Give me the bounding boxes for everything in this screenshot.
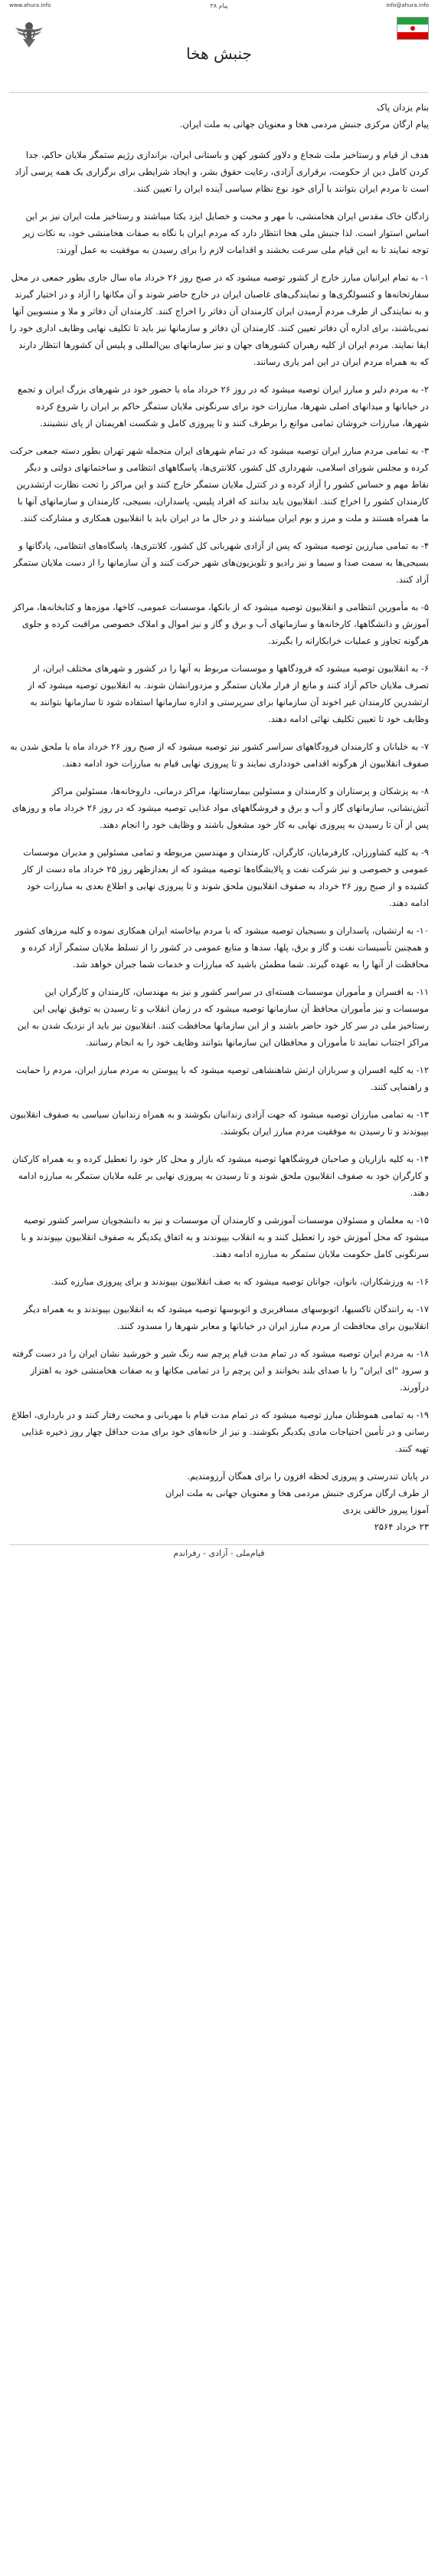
item-3: ۳- به تمامی مردم مبارز ایران توصیه میشود که در تمام شهرهای ایران منجمله شهر تهران بطور دسته جمعی حرکت کرده و مجلس شورای اسلامی، شهرداری کل کشور، کلانتری‌ها، پاسگاههای انتظامی و ساختمانهای دولتی و دیگر نقاط مهم و حساس کشور را آزاد کرده و در کنترل ملایان ستمگر خارج کنند و این مراکز را تحت نظارت ارتشدرین کارمندان کشور را اخراج کنند. انقلابیون باید بدانند که افراد پلیس، پاسداران، بسیجی، کارمندان و سازمانهای آنها با ما همراه هستند و ملت و مرز و بوم ایران میباشند و در حال ما در ایران باید با انقلابیون همکاری و مشارکت کنند. — [10, 445, 429, 523]
closing-date: ۲۳ خرداد ۲۵۶۴ — [374, 1521, 429, 1532]
issue-number: پیام ۳۸ — [210, 2, 228, 9]
salutation: بنام یزدان پاک — [377, 102, 429, 113]
item-1: ۱- به تمام ایرانیان مبارز خارج از کشور توصیه میشود که در صبح روز ۲۶ خرداد ماه سال جاری بطور جمعی در محل سفارتخانه‌ها و کنسولگری‌ها و نمایندگی‌های غاصبان ایران در خارج حاضر شوند و آن مکانها را آزاد و در اختیار گیرند و به نمایندگی از طرف مردم آرمیدن ایران کارمندان آن دفاتر را اخراج کنند. کارمندان آن دفاتر و ملا و منسوبین آنها نمی‌باشند، برای اداره آن دفاتر تعیین کنند. کارمندان آن دفاتر و سازمانها نیز باید تا تکلیف نهایی وظایف اداری خود را ایفا نمایند. مردم ایران از کلیه رهبران کشورهای جهان و نیز سازمانهای بین‌المللی و پلیس آن کشورها انتظار دارند که به همراه مردم ایران در این امر یاری رسانند. — [9, 272, 429, 367]
item-9: ۹- به کلیه کشاورزان، کارفرمایان، کارگران، کارمندان و مهندسین مربوطه و تمامی مسئولین و مدیران موسسات عمومی و خصوصی و نیز شرکت نفت و پالایشگاه‌ها توصیه میشود که از بعدازظهر روز ۲۵ خرداد ماه دست از کار کشیده و از صبح روز ۲۶ خرداد به صفوف انقلابیون ملحق شوند و تا پیروزی نهایی و اطلاع بعدی به مبارزات خود ادامه دهند. — [22, 847, 429, 908]
item-13: ۱۳- به تمامی مبارزان توصیه میشود که جهت آزادی زندانیان بکوشند و به همراه زندانیان سیاسی به صفوف انقلابیون بپیوندند و تا رسیدن به موفقیت مردم مبارز ایران بکوشند. — [9, 1109, 429, 1137]
item-16: ۱۶- به ورزشکاران، بانوان، جوانان توصیه میشود که به صف انقلابیون بپیوندند و برای پیروزی مبارزه کنند. — [51, 1276, 429, 1287]
item-10: ۱۰- به ارتشیان، پاسداران و بسیجیان توصیه میشود که با مردم بپاخاسته ایران همکاری نموده و کلیه مرزهای کشور و همچنین تأسیسات نفت و گاز و برق، پلها، سدها و منابع عمومی در کشور را از تسلط ملایان ستمگر آزاد کرده و محافظت از آنها را به عهده گیرند. شما مطمئن باشید که مبارزات و خدمات شما جبران خواهد شد. — [15, 925, 429, 970]
item-4: ۴- به تمامی مبارزین توصیه میشود که پس از آزادی شهربانی کل کشور، کلانتری‌ها، پاسگاه‌های انتظامی، پادگانها و بسیجی‌ها به سمت صدا و سیما و نیز راديو و تلويزيون‌های شهر حرکت کنند و آن سازمانها را از دست ملایان ستمگر آزاد کنند. — [13, 540, 429, 585]
item-5: ۵- به مأمورین انتظامی و انقلابیون توصیه میشود که از بانکها، موسسات عمومی، کاخها، موزه‌ها و کتابخانه‌ها، مراکز آموزش و دانشگاهها، کارخانه‌ها و سازمانهای آب و برق و گاز و نیز اموال و املاک خصوصی مراقبت کرده و جلوی هرگونه تجاوز و عملیات خرابکارانه را بگیرند. — [12, 602, 429, 646]
paragraph-preamble: زادگان خاک مقدس ایران هخامنشی، با مهر و محبت و خصایل ایزد یکتا میباشند و رستاخیز ملت ایران نیز بر این اساس استوار است. لذا جنبش ملی هخا انتظار دارد که مردم ایران با نگاه به صفات هخامنشی خود، به نکات زیر توجه نمایند تا به این قیام ملی سرعت بخشند و اقدامات لازم را برای رسیدن به موفقیت به عمل آورند: — [22, 211, 429, 255]
closing-wish: در پایان تندرستی و پیروزی لحظه افزون را برای همگان آرزومندیم. — [187, 1471, 429, 1482]
header — [9, 0, 429, 93]
item-12: ۱۲- به کلیه افسران و سربازان ارتش شاهنشاهی توصیه میشود که با پیوستن به مردم مبارز ایران، مردم را حمایت و راهنمایی کنند. — [15, 1065, 429, 1092]
item-18: ۱۸- به مردم ایران توصیه میشود که در تمام مدت قیام پرچم سه رنگ شیر و خورشید نشان ایران را در دست گرفته و سرود "ای ایران" را با صدای بلند بخوانند و این پرچم را در تمامی مکانها و به صفات هخامنشی خود به اهتزاز درآورند. — [11, 1348, 429, 1393]
iran-flag-icon — [397, 17, 429, 40]
item-15: ۱۵- به معلمان و مسئولان موسسات آموزشی و کارمندان آن موسسات و نیز به دانشجویان سراسر کشور توصیه میشود که محل آموزش خود را تعطیل کنند و به انقلاب بپیوندند و به اتفاق یکدیگر به صفوف انقلابیون بپیوندند و با سرنگونی کامل حکومت ملایان ستمگر به مبارزه ادامه دهند. — [21, 1215, 429, 1259]
item-2: ۲- به مردم دلیر و مبارز ایران توصیه میشود که در روز ۲۶ خرداد ماه با حضور خود در شهرهای بزرگ ایران و تجمع در خیابانها و میدانهای اصلی شهرها، مبارزات خود برای سرنگونی ملایان ستمگر حاکم بر ایران را شروع کرده شهرها، مبارزات خروشان تمامی موانع را برطرف کنند و تا پیروزی کامل و شکست اهریمنان از پای ننشینند. — [18, 384, 429, 428]
movement-title: جنبش هخا — [186, 44, 252, 63]
item-17: ۱۷- به رانندگان تاکسیها، اتوبوسهای مسافربری و اتوبوسها توصیه میشود که به انقلابیون بپیوندند و به همراه دیگر انقلابیون برای محافظت از مردم مبارز ایران در خیابانها و معابر شهرها را مسدود کنند. — [23, 1304, 429, 1331]
closing-block — [9, 1468, 429, 1535]
item-14: ۱۴- به کلیه بازاریان و صاحبان فروشگاهها توصیه میشود که بازار و محل کار خود را تعطیل کرده و به همراه کارکنان و کارگران خود به صفوف انقلابیون ملحق شوند و تا رسیدن به پیروزی نهایی بر علیه ملایان ستمگر به مبارزه ادامه دهند. — [12, 1153, 429, 1198]
article-body — [9, 93, 429, 1535]
item-7: ۷- به خلبانان و کارمندان فرودگاههای سراسر کشور نیز توصیه میشود که از صبح روز ۲۶ خرداد ماه با ملحق شدن به صفوف انقلابیون از هرگونه اقدامی خودداری نمایند و تا پیروزی نهایی قیام به مبارزات خود ادامه دهند. — [10, 741, 429, 769]
closing-signatory: آموزا پیروز خالقی یزدی — [342, 1505, 429, 1515]
email-address[interactable]: info@ahura.info — [386, 2, 429, 8]
website-url[interactable]: www.ahura.info — [9, 2, 51, 8]
message-heading: پیام ارگان مرکزی جنبش مردمی هخا و معنویان جهانی به ملت ایران. — [179, 119, 429, 130]
footer-slogan: قیام‌ملی - آزادی - رفراندم — [9, 1544, 429, 1558]
paragraph-goal: هدف از قیام و رستاخیز ملت شجاع و دلاور کشور کهن و باستانی ایران، براندازی رژیم ستمگر ملایان حاکم، جدا کردن کامل دین از حکومت، برقراری آزادی، رعایت حقوق بشر، و ایجاد شرایطی برای برگزاری یک همه پرسی آزاد است تا مردم ایران بتوانند با آرای خود نوع نظام سیاسی آینده ایران را تعیین کنند. — [15, 149, 429, 194]
item-19: ۱۹- به تمامی هموطنان مبارز توصیه میشود که در تمام مدت قیام با مهربانی و محبت رفتار کنند و در بارداری، اطلاع رسانی و در تأمین احتیاجات مادی یکدیگر بکوشند. و نیز از خانه‌های خود برای مدت حداقل چهار روز ذخیره غذایی تهیه کنند. — [11, 1409, 429, 1454]
item-8: ۸- به پزشکان و پرستاران و کارمندان و مسئولین بیمارستانها، مراکز درمانی، داروخانه‌ها، مسئولین مراکز آتش‌نشانی، سازمانهای گاز و آب و برق و فروشگاههای مواد غذایی توصیه میشود که در روز ۲۶ خرداد ماه و روزهای پس از آن تا رسیدن به پیروزی نهایی به کار خود مشغول باشند و وظایف خود را انجام دهند. — [11, 786, 429, 830]
item-6: ۶- به انقلابیون توصیه میشود که فرودگاهها و موسسات مربوط به آنها را در کشور و شهرهای مختلف ایران، از تصرف ملایان حاکم آزاد کنند و مانع از فرار ملایان ستمگر و مزدورانشان شوند. به انقلابیون توصیه میشود که از ارتشدرین کارمندان غیر اخوند آن سازمانها برای سرپرستی و اداره سازمانها استفاده شود تا سازمانها بتوانند به وظایف خود تا تعیین تکلیف نهائی ادامه دهند. — [28, 663, 429, 724]
item-11: ۱۱- به افسران و مأموران موسسات هسته‌ای در سراسر کشور و نیز به مهندسان، کارمندان و کارگران این موسسات و نیز مأموران محافظ آن سازمانها توصیه میشود که در زمان انقلاب و تا رسیدن به توفیق نهایی این رستاخیز ملی در سر کار خود حاضر باشند و از این سازمانها محافظت کنند. انقلابیون نیز باید از نزدیک شدن به این مراکز اجتناب نمایند تا مأموران و محافظان این سازمانها بتوانند وظایف خود را به انجام رسانند. — [17, 986, 429, 1048]
closing-sender: از طرف ارگان مرکزی جنبش مردمی هخا و معنویان جهانی به ملت ایران — [165, 1488, 429, 1498]
